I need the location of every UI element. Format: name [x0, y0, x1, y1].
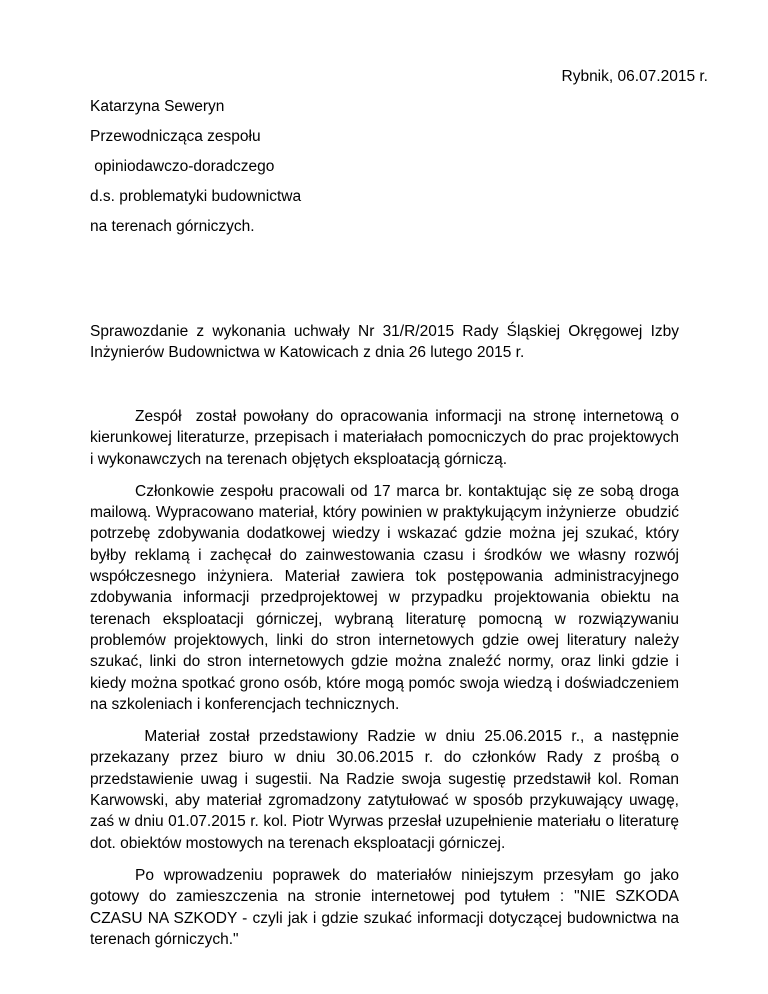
body-paragraph-1: Zespół został powołany do opracowania informacji na stronę internetową o kierunkowej literaturze, przepisach i materiałach pomocniczych do prac projektowych i wykonawczych na terenach objętych eksploatacją górniczą.: [90, 408, 684, 468]
addressee-position: Przewodnicząca zespołu: [90, 128, 261, 145]
place-and-date: Rybnik, 06.07.2015 r.: [561, 68, 708, 85]
addressee-scope: d.s. problematyki budownictwa: [90, 188, 302, 205]
body-paragraph-2: Członkowie zespołu pracowali od 17 marca br. kontaktując się ze sobą droga mailową. Wypracowano materiał, który powinien w praktykującym inżynierze obudzić potrzebę zdobywania dodatkowej wiedzy i wskazać gdzie można jej szukać, który byłby reklamą i zachęcał do zainwestowania czasu i środków we własny rozwój współczesnego inżyniera. Materiał zawiera tok postępowania administracyjnego zdobywania informacji przedprojektowej w przypadku projektowania obiektu na terenach eksploatacji górniczej, wybraną literaturę pomocną w rozwiązywaniu problemów projektowych, linki do stron internetowych gdzie owej literatury należy szukać, linki do stron internetowych gdzie można znaleźć normy, oraz linki gdzie i kiedy można spotkać grono osób, które mogą pomóc swoja wiedzą i doświadczeniem na szkoleniach i konferencjach technicznych.: [90, 482, 684, 713]
subject-line: Sprawozdanie z wykonania uchwały Nr 31/R/2015 Rady Śląskiej Okręgowej Izby Inżynierów Budownictwa w Katowicach z dnia 26 lutego 2015 r.: [90, 323, 679, 361]
addressee-name: Katarzyna Seweryn: [90, 98, 225, 115]
body-paragraph-3: Materiał został przedstawiony Radzie w dniu 25.06.2015 r., a następnie przekazany przez biuro w dniu 30.06.2015 r. do członków Rady z prośbą o przedstawienie uwag i sugestii. Na Radzie swoja sugestię przedstawił kol. Roman Karwowski, aby materiał zgromadzony zatytułować w sposób przykuwający uwagę, zaś w dniu 01.07.2015 r. kol. Piotr Wyrwas przesłał uzupełnienie materiału o literaturę dot. obiektów mostowych na terenach eksploatacji górniczej.: [90, 728, 684, 852]
body-paragraph-4: Po wprowadzeniu poprawek do materiałów niniejszym przesyłam go jako gotowy do zamieszczenia na stronie internetowej pod tytułem : "NIE SZKODA CZASU NA SZKODY - czyli jak i gdzie szukać informacji dotyczącej budownictwa na terenach górniczych.": [90, 866, 684, 948]
addressee-block: [90, 97, 650, 247]
addressee-area: na terenach górniczych.: [90, 218, 255, 235]
addressee-team: opiniodawczo-doradczego: [90, 158, 275, 175]
letter-body: [90, 406, 684, 961]
